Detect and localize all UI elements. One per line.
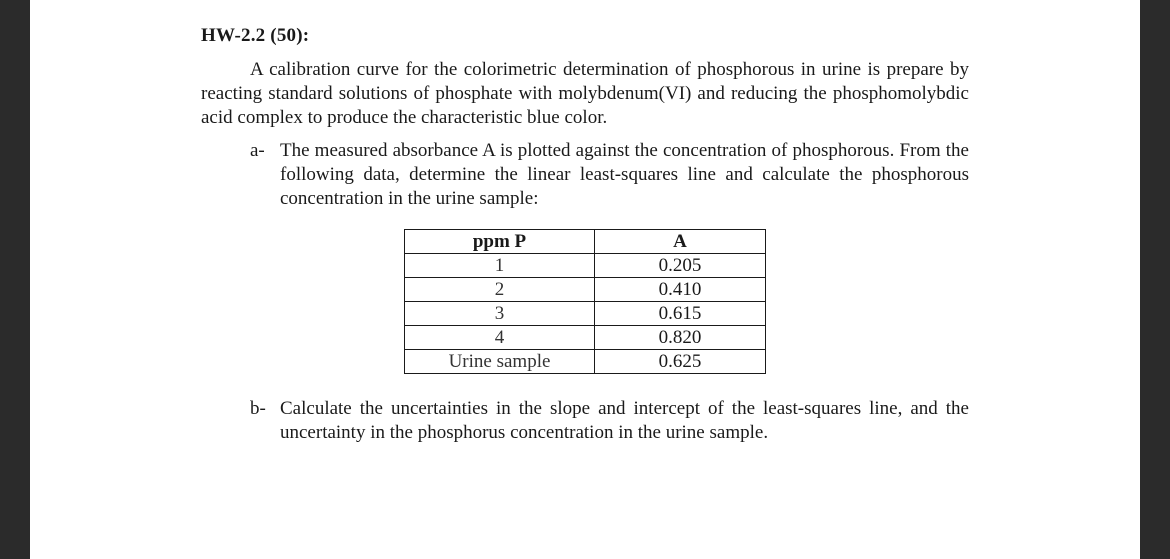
- header-ppm-p: ppm P: [405, 230, 595, 254]
- part-a: [250, 139, 969, 211]
- header-absorbance: A: [595, 230, 766, 254]
- cell-absorbance: 0.615: [595, 302, 766, 326]
- cell-absorbance: 0.410: [595, 278, 766, 302]
- part-a-text: The measured absorbance A is plotted against the concentration of phosphorous. From the following data, determine the linear least-squares line and calculate the phosphorous concentration in the urine sample:: [280, 140, 969, 209]
- table-row: [405, 326, 766, 350]
- table-header-row: [405, 230, 766, 254]
- cell-urine-sample: Urine sample: [405, 350, 595, 374]
- cell-ppm: 2: [405, 278, 595, 302]
- problem-intro: A calibration curve for the colorimetric determination of phosphorous in urine is prepare by reacting standard solutions of phosphate with molybdenum(VI) and reducing the phosphomolybdic acid complex to produce the characteristic blue color.: [201, 59, 969, 128]
- part-a-marker: a-: [250, 140, 265, 161]
- cell-ppm: 1: [405, 254, 595, 278]
- part-b-text: Calculate the uncertainties in the slope and intercept of the least-squares line, and the uncertainty in the phosphorus concentration in the urine sample.: [280, 398, 969, 443]
- table-row: [405, 254, 766, 278]
- document-page: [30, 0, 1140, 559]
- table-row: [405, 350, 766, 374]
- cell-absorbance: 0.820: [595, 326, 766, 350]
- cell-ppm: 3: [405, 302, 595, 326]
- table-row: [405, 278, 766, 302]
- problem-title: HW-2.2 (50):: [201, 25, 310, 46]
- cell-absorbance: 0.625: [595, 350, 766, 374]
- calibration-table: [404, 229, 766, 374]
- cell-absorbance: 0.205: [595, 254, 766, 278]
- cell-ppm: 4: [405, 326, 595, 350]
- table-row: [405, 302, 766, 326]
- part-b: [250, 397, 969, 445]
- part-b-marker: b-: [250, 398, 266, 419]
